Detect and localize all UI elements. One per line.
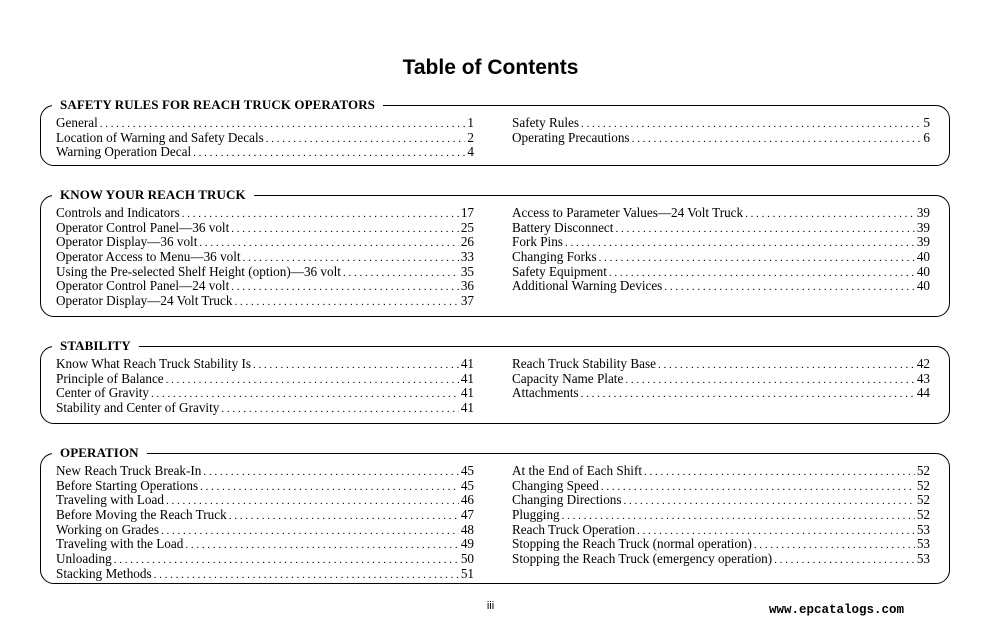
toc-entry-title: Warning Operation Decal [56, 144, 192, 160]
toc-entry-title: Stopping the Reach Truck (normal operation) [512, 536, 752, 552]
page-title: Table of Contents [402, 56, 579, 79]
toc-entry-title: Traveling with the Load [56, 536, 184, 552]
toc-entry-page: 17 [460, 205, 474, 220]
toc-entry[interactable] [512, 372, 930, 387]
toc-entry[interactable] [512, 265, 930, 280]
toc-entry[interactable] [512, 279, 930, 294]
toc-entry[interactable] [56, 116, 474, 131]
toc-entry-title: Fork Pins [512, 234, 563, 250]
toc-entry-page: 41 [460, 370, 474, 386]
toc-entry-page: 35 [460, 263, 474, 279]
toc-entry[interactable] [56, 357, 474, 372]
toc-entry-title: Safety Equipment [512, 263, 607, 279]
toc-entry[interactable] [56, 552, 474, 567]
toc-entry[interactable] [512, 464, 930, 479]
toc-entry-title: Location of Warning and Safety Decals [56, 129, 264, 145]
toc-column-left [56, 206, 474, 309]
toc-entry-page: 39 [916, 234, 930, 250]
toc-entry-title: Attachments [512, 385, 579, 401]
toc-entry-title: Changing Directions [512, 492, 622, 508]
toc-entry-title: Changing Speed [512, 477, 599, 493]
toc-entry-page: 52 [916, 507, 930, 523]
dot-leader [266, 132, 466, 147]
toc-entry-page: 40 [916, 263, 930, 279]
toc-entry-title: Know What Reach Truck Stability Is [56, 356, 251, 371]
toc-entry-page: 53 [916, 521, 930, 537]
toc-entry-page: 41 [460, 400, 474, 416]
toc-entry-page: 39 [916, 219, 930, 235]
dot-leader [565, 236, 915, 251]
toc-entry[interactable] [512, 508, 930, 523]
toc-entry-title: Reach Truck Operation [512, 521, 636, 537]
toc-entry[interactable] [512, 131, 930, 146]
toc-entry-title: Operator Control Panel—36 volt [56, 219, 230, 235]
toc-entry-page: 42 [916, 356, 930, 371]
section-title-rule [147, 453, 894, 454]
dot-leader [114, 553, 459, 568]
toc-entry-title: Before Starting Operations [56, 477, 199, 493]
toc-entry[interactable] [56, 386, 474, 401]
dot-leader [200, 480, 459, 495]
toc-column-right [512, 357, 930, 401]
toc-entry-page: 41 [460, 385, 474, 401]
dot-leader [632, 132, 922, 147]
toc-entry-page: 47 [460, 507, 474, 523]
toc-entry-title: Safety Rules [512, 115, 580, 130]
toc-entry[interactable] [512, 116, 930, 131]
toc-entry-title: Battery Disconnect [512, 219, 614, 235]
toc-entry[interactable] [512, 523, 930, 538]
toc-column-right [512, 206, 930, 294]
section-title: SAFETY RULES FOR REACH TRUCK OPERATORS [52, 97, 383, 113]
toc-entry[interactable] [512, 537, 930, 552]
dot-leader [185, 538, 458, 553]
toc-entry-title: Before Moving the Reach Truck [56, 507, 227, 523]
toc-entry-page: 52 [916, 492, 930, 508]
dot-leader [193, 146, 465, 161]
toc-entry-title: Unloading [56, 551, 112, 567]
section-title-rule [254, 195, 904, 196]
toc-entry-title: Reach Truck Stability Base [512, 356, 656, 371]
toc-entry[interactable] [56, 493, 474, 508]
page-number: iii [486, 600, 495, 612]
toc-entry[interactable] [56, 279, 474, 294]
dot-leader [615, 222, 914, 237]
dot-leader [231, 280, 459, 295]
toc-entry-page: 41 [460, 356, 474, 371]
toc-entry-page: 44 [916, 385, 930, 401]
toc-entry[interactable] [56, 250, 474, 265]
dot-leader [234, 295, 458, 310]
toc-entry[interactable] [56, 479, 474, 494]
toc-entry[interactable] [512, 552, 930, 567]
toc-entry-page: 45 [460, 463, 474, 478]
dot-leader [644, 465, 915, 480]
toc-column-right [512, 116, 930, 145]
dot-leader [343, 266, 459, 281]
toc-entry-page: 36 [460, 278, 474, 294]
section-title: KNOW YOUR REACH TRUCK [52, 187, 254, 203]
toc-entry-title: General [56, 115, 98, 130]
toc-entry-page: 40 [916, 278, 930, 294]
section-header [52, 445, 931, 461]
dot-leader [253, 358, 459, 373]
dot-leader [745, 207, 915, 222]
toc-entry-page: 52 [916, 477, 930, 493]
toc-entry-title: Stopping the Reach Truck (emergency operation) [512, 551, 773, 567]
dot-leader [581, 387, 915, 402]
toc-entry[interactable] [512, 479, 930, 494]
toc-entry[interactable] [512, 235, 930, 250]
toc-entry[interactable] [56, 265, 474, 280]
toc-entry-page: 4 [467, 144, 474, 160]
toc-entry-title: Additional Warning Devices [512, 278, 663, 294]
toc-entry-title: Traveling with Load [56, 492, 164, 508]
dot-leader [166, 373, 459, 388]
dot-leader [774, 553, 915, 568]
toc-entry-title: Operator Access to Menu—36 volt [56, 249, 241, 265]
section-stability [40, 338, 950, 424]
toc-entry[interactable] [56, 372, 474, 387]
toc-entry-title: Operator Display—36 volt [56, 234, 198, 250]
toc-entry-page: 26 [460, 234, 474, 250]
toc-entry-title: Operator Display—24 Volt Truck [56, 293, 233, 309]
toc-entry[interactable] [56, 537, 474, 552]
toc-entry[interactable] [56, 221, 474, 236]
toc-entry-page: 48 [460, 521, 474, 537]
toc-entry-page: 2 [467, 129, 474, 145]
dot-leader [203, 465, 458, 480]
toc-entry[interactable] [512, 493, 930, 508]
toc-entry-title: Working on Grades [56, 521, 159, 537]
toc-column-right [512, 464, 930, 567]
dot-leader [154, 568, 459, 583]
section-header [52, 187, 931, 203]
toc-column-left [56, 464, 474, 582]
toc-entry[interactable] [56, 508, 474, 523]
dot-leader [581, 117, 921, 132]
toc-entry[interactable] [56, 294, 474, 309]
toc-entry[interactable] [56, 206, 474, 221]
section-header [52, 97, 931, 113]
toc-entry-title: Stability and Center of Gravity [56, 400, 220, 416]
section-safety-rules [40, 97, 950, 166]
toc-entry-page: 37 [460, 293, 474, 309]
toc-entry-title: Operating Precautions [512, 129, 630, 145]
dot-leader [599, 251, 915, 266]
toc-entry-title: At the End of Each Shift [512, 463, 643, 478]
dot-leader [601, 480, 915, 495]
section-operation [40, 445, 950, 584]
toc-entry-title: Stacking Methods [56, 565, 152, 581]
dot-leader [664, 280, 914, 295]
toc-entry-title: Plugging [512, 507, 560, 523]
toc-entry-page: 50 [460, 551, 474, 567]
toc-entry[interactable] [512, 386, 930, 401]
toc-entry-title: Operator Control Panel—24 volt [56, 278, 230, 294]
section-title-rule [383, 105, 501, 106]
website-watermark: www.epcatalogs.com [769, 603, 905, 617]
dot-leader [229, 509, 459, 524]
dot-leader [754, 538, 915, 553]
section-know-your-reach-truck [40, 187, 950, 317]
section-title: OPERATION [52, 445, 147, 461]
toc-entry-page: 51 [460, 565, 474, 581]
toc-entry-page: 40 [916, 249, 930, 265]
toc-entry-page: 25 [460, 219, 474, 235]
toc-column-left [56, 357, 474, 416]
dot-leader [625, 373, 914, 388]
toc-entry-page: 1 [467, 115, 474, 130]
toc-entry-title: Changing Forks [512, 249, 597, 265]
section-title-rule [139, 346, 891, 347]
toc-entry-page: 52 [916, 463, 930, 478]
toc-entry-title: Principle of Balance [56, 370, 164, 386]
toc-entry-page: 49 [460, 536, 474, 552]
toc-entry-title: Access to Parameter Values—24 Volt Truck [512, 205, 744, 220]
dot-leader [658, 358, 915, 373]
toc-entry-title: Using the Pre-selected Shelf Height (option)—36 volt [56, 263, 341, 279]
toc-entry-page: 39 [916, 205, 930, 220]
toc-entry-page: 43 [916, 370, 930, 386]
toc-entry-title: Controls and Indicators [56, 205, 180, 220]
toc-entry-title: New Reach Truck Break-In [56, 463, 202, 478]
toc-entry[interactable] [512, 221, 930, 236]
toc-entry-title: Capacity Name Plate [512, 370, 624, 386]
toc-entry-page: 33 [460, 249, 474, 265]
dot-leader [231, 222, 459, 237]
toc-column-left [56, 116, 474, 160]
toc-entry[interactable] [56, 523, 474, 538]
toc-entry-page: 6 [923, 129, 930, 145]
dot-leader [221, 402, 458, 417]
toc-entry[interactable] [512, 250, 930, 265]
toc-entry-page: 46 [460, 492, 474, 508]
toc-entry-page: 53 [916, 551, 930, 567]
section-title: STABILITY [52, 338, 139, 354]
dot-leader [161, 524, 459, 539]
toc-entry[interactable] [56, 401, 474, 416]
toc-entry-page: 53 [916, 536, 930, 552]
dot-leader [624, 494, 915, 509]
toc-entry-page: 45 [460, 477, 474, 493]
toc-entry-page: 5 [923, 115, 930, 130]
toc-entry[interactable] [56, 567, 474, 582]
toc-entry[interactable] [56, 145, 474, 160]
toc-entry[interactable] [512, 206, 930, 221]
toc-entry[interactable] [512, 357, 930, 372]
section-header [52, 338, 931, 354]
toc-entry[interactable] [56, 464, 474, 479]
toc-entry-title: Center of Gravity [56, 385, 150, 401]
toc-entry[interactable] [56, 131, 474, 146]
toc-entry[interactable] [56, 235, 474, 250]
